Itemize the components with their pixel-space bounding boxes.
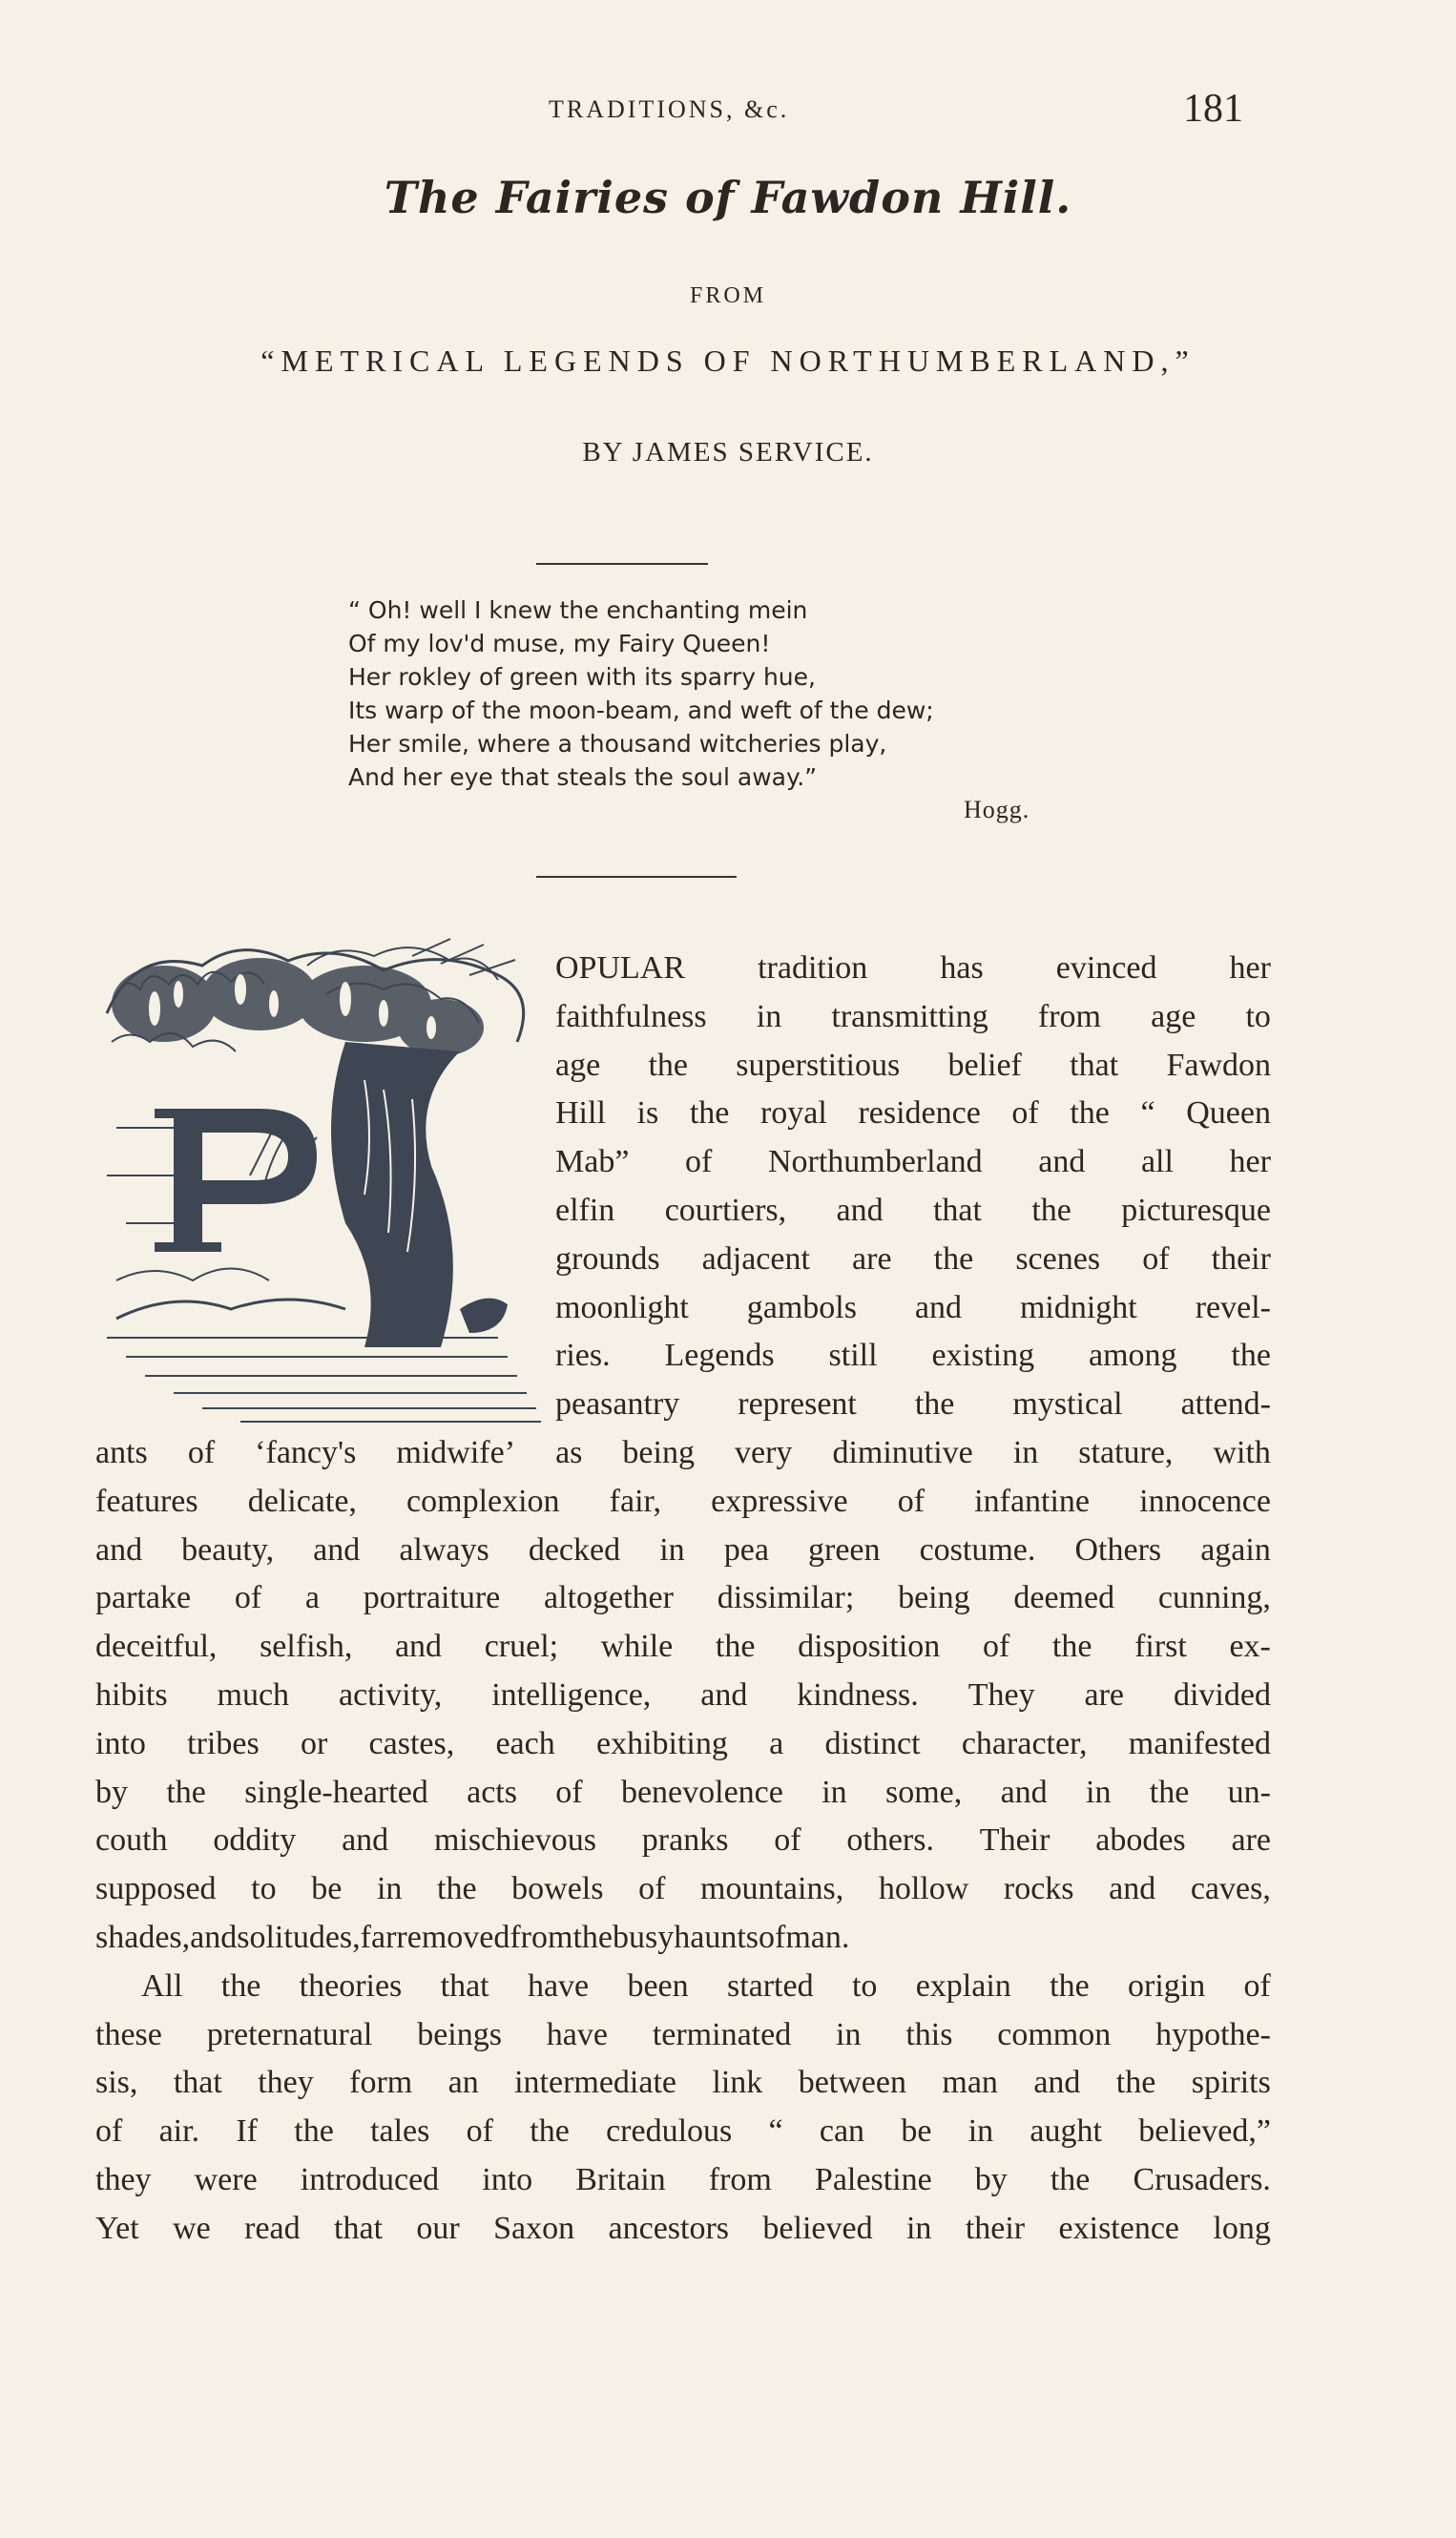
text-line: Yet we read that our Saxon ancestors believed in their existence long	[95, 2210, 1271, 2246]
text-line: partake of a portraiture altogether dissimilar; being deemed cunning,	[95, 1580, 1271, 1616]
author-line: BY JAMES SERVICE.	[582, 437, 874, 468]
text-line: of air. If the tales of the credulous “ can be in aught believed,”	[95, 2113, 1271, 2150]
epigraph-line: “ Oh! well I knew the enchanting mein	[348, 596, 808, 624]
text-line: sis, that they form an intermediate link between man and the spirits	[95, 2065, 1271, 2101]
text-line: deceitful, selfish, and cruel; while the disposition of the first ex-	[95, 1629, 1271, 1665]
text-line: elfin courtiers, and that the picturesque	[555, 1192, 1271, 1228]
text-line: age the superstitious belief that Fawdon	[555, 1047, 1271, 1083]
text-line: features delicate, complexion fair, expressive of infantine innocence	[95, 1483, 1271, 1519]
source-title: “METRICAL LEGENDS OF NORTHUMBERLAND,”	[260, 343, 1196, 378]
page-number: 181	[1183, 87, 1243, 131]
epigraph-line: Her rokley of green with its sparry hue,	[348, 663, 816, 691]
text-line: OPULAR tradition has evinced her	[555, 950, 1271, 986]
text-line: by the single-hearted acts of benevolence in some, and in the un-	[95, 1774, 1271, 1810]
text-line: Hill is the royal residence of the “ Queen	[555, 1095, 1271, 1132]
text-line: faithfulness in transmitting from age to	[555, 998, 1271, 1034]
epigraph-line: Of my lov'd muse, my Fairy Queen!	[348, 630, 771, 657]
decorated-initial-icon	[97, 937, 546, 1433]
epigraph	[348, 593, 1073, 823]
text-line: shades, and solitudes, far removed from the busy haunts of man.	[95, 1919, 850, 1955]
text-line: peasantry represent the mystical attend-	[555, 1386, 1271, 1423]
text-line: and beauty, and always decked in pea green costume. Others again	[95, 1531, 1271, 1568]
text-line: ants of ‘fancy's midwife’ as being very diminutive in stature, with	[95, 1435, 1271, 1470]
chapter-title: The Fairies of Fawdon Hill.	[384, 172, 1072, 223]
text-line: Mab” of Northumberland and all her	[555, 1144, 1271, 1180]
running-title: TRADITIONS, &c.	[549, 95, 790, 123]
text-line: couth oddity and mischievous pranks of others. Their abodes are	[95, 1822, 1271, 1859]
dropcap-paragraph	[555, 945, 1271, 1429]
text-line: All the theories that have been started to explain the origin of	[141, 1967, 1271, 2004]
text-line: they were introduced into Britain from Palestine by the Crusaders.	[95, 2161, 1271, 2197]
epigraph-line: Her smile, where a thousand witcheries play,	[348, 730, 887, 758]
text-line: hibits much activity, intelligence, and kindness. They are divided	[95, 1676, 1271, 1713]
running-head	[0, 87, 1456, 131]
epigraph-line: Its warp of the moon-beam, and weft of the dew;	[348, 697, 934, 724]
divider-bottom	[536, 876, 737, 878]
text-line: these preternatural beings have terminated in this common hypothe-	[95, 2016, 1271, 2052]
from-label: FROM	[689, 283, 767, 308]
text-line: ries. Legends still existing among the	[555, 1338, 1271, 1374]
text-line: supposed to be in the bowels of mountains, hollow rocks and caves,	[95, 1871, 1271, 1907]
epigraph-attribution: Hogg.	[964, 796, 1030, 823]
divider-top	[536, 563, 708, 565]
body-text	[95, 1429, 1271, 2254]
text-line: grounds adjacent are the scenes of their	[555, 1240, 1271, 1277]
text-line: moonlight gambols and midnight revel-	[555, 1289, 1271, 1325]
epigraph-line: And her eye that steals the soul away.”	[348, 763, 818, 791]
text-line: into tribes or castes, each exhibiting a distinct character, manifested	[95, 1725, 1271, 1761]
